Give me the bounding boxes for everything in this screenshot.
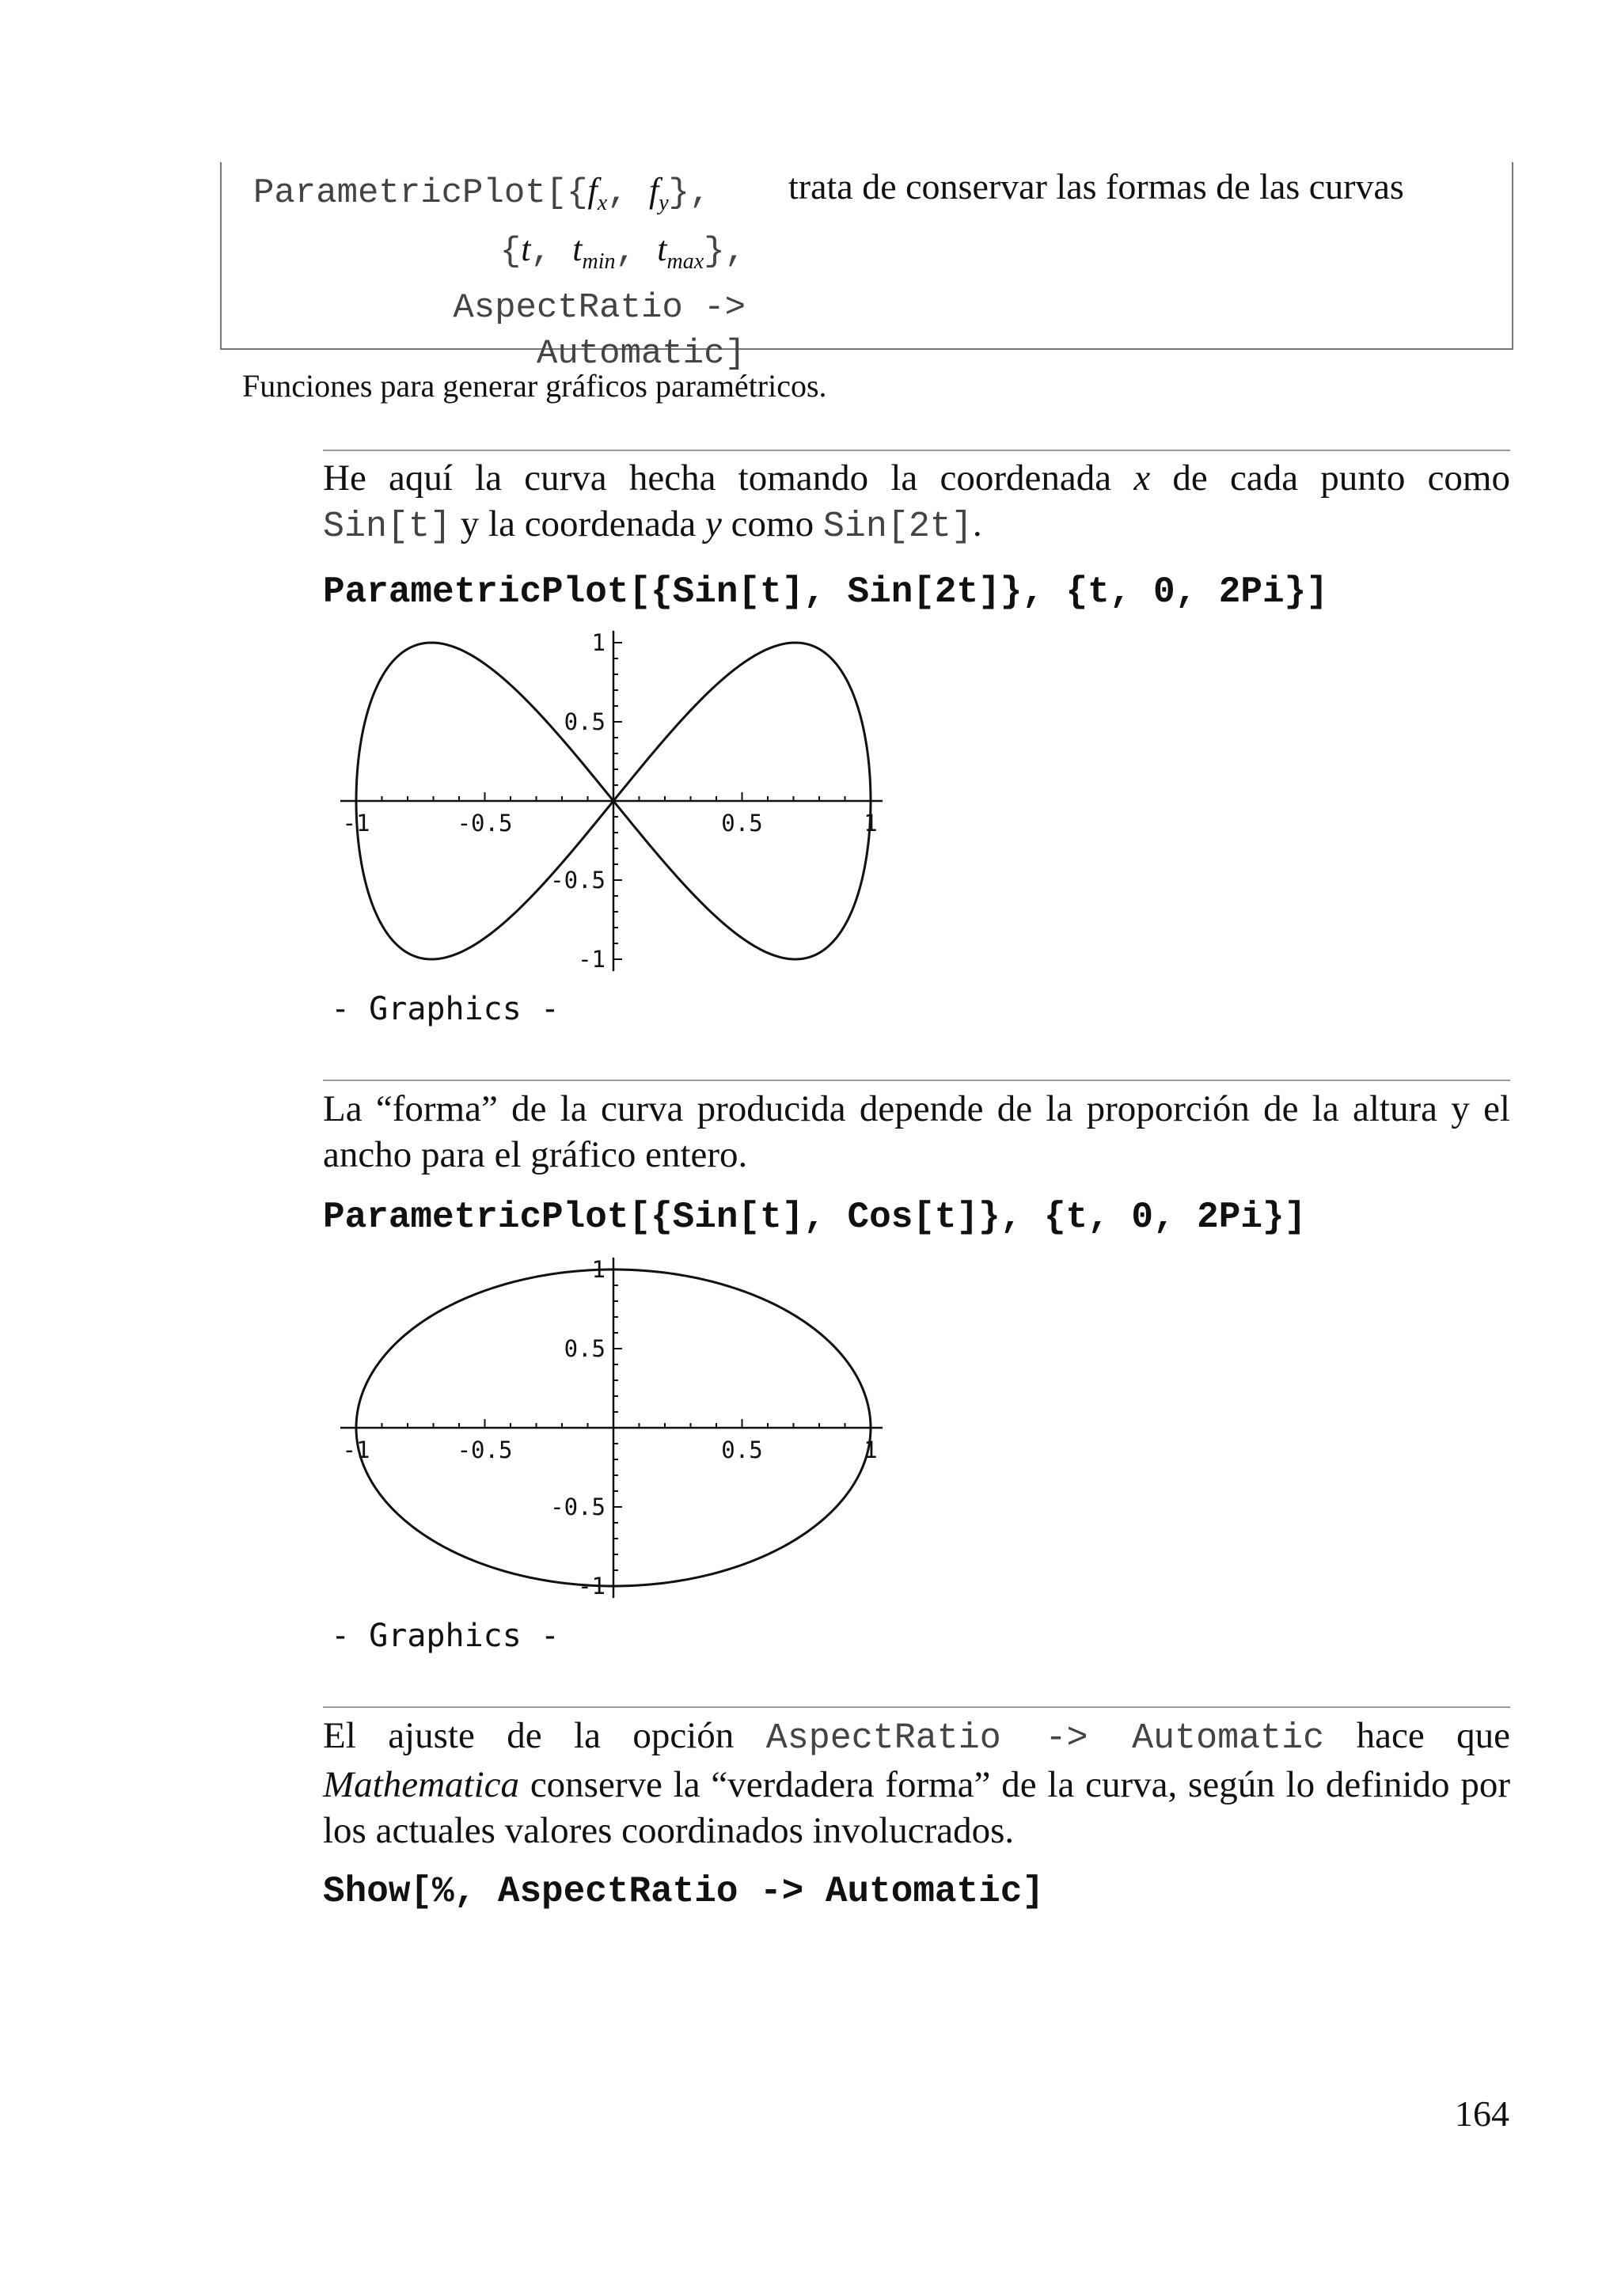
section2-output-label: - Graphics - [331,1618,560,1654]
table-description: trata de conservar las formas de las curvas [788,166,1404,207]
section2-paragraph: La “forma” de la curva producida depende de la proporción de la altura y el ancho para el gráfico entero. [323,1088,1510,1175]
code-line-1: $ParametricPlot[\{f_x$, $f_y$}, [253,171,711,215]
section1-output-label: - Graphics - [331,991,560,1027]
plot-ellipse [332,1256,902,1616]
y-tick-label: -0.5 [550,867,606,894]
y-tick-label: -1 [578,1573,606,1600]
x-tick-label: -0.5 [457,810,513,837]
y-tick-label: 0.5 [564,708,606,735]
section1-line-1: He aquí la curva hecha tomando la coordenada x de cada punto como [323,457,1510,499]
y-tick-label: -1 [578,946,606,973]
section3-input: Show[%, AspectRatio -> Automatic] [323,1871,1044,1912]
x-tick-label: 1 [864,1436,878,1463]
x-tick-label: -0.5 [457,1436,513,1463]
x-tick-label: 0.5 [721,1436,763,1463]
code-line-3: AspectRatio -> [453,287,746,328]
section1-line-2: Sin[t] y la coordenada y como Sin[2t]. [323,503,982,547]
y-tick-label: 0.5 [564,1335,606,1362]
page-number: 164 [1455,2093,1509,2134]
table-caption: Funciones para generar gráficos paramétricos. [242,368,827,404]
y-tick-label: -0.5 [550,1493,606,1520]
code-line-2: {t, $t_{min}$, $t_{max}$}, [499,229,746,274]
code-line-4: Automatic] [536,333,746,374]
divider-3 [323,1706,1510,1708]
divider-2 [323,1080,1510,1081]
divider-1 [323,450,1510,451]
x-tick-label: -1 [342,810,370,837]
y-tick-label: 1 [591,1256,606,1283]
x-tick-label: 0.5 [721,810,763,837]
section3-lines-2-3: Mathematica conserve la “verdadera forma” de la curva, según lo definido por los actuales valores coordinados involucrados. [323,1764,1510,1851]
section1-paragraph [323,455,1510,550]
x-tick-label: -1 [342,1436,370,1463]
section1-input: ParametricPlot[{Sin[t], Sin[2t]}, {t, 0, 2Pi}] [323,571,1328,613]
plot-lemniscate [332,629,902,989]
x-tick-label: 1 [864,810,878,837]
section3-line-1: El ajuste de la opción AspectRatio -> Automatic hace que [323,1715,1510,1759]
section2-input: ParametricPlot[{Sin[t], Cos[t]}, {t, 0, 2Pi}] [323,1197,1307,1238]
section3-paragraph [323,1713,1510,1854]
table-code-cell [223,168,746,377]
y-tick-label: 1 [591,629,606,656]
